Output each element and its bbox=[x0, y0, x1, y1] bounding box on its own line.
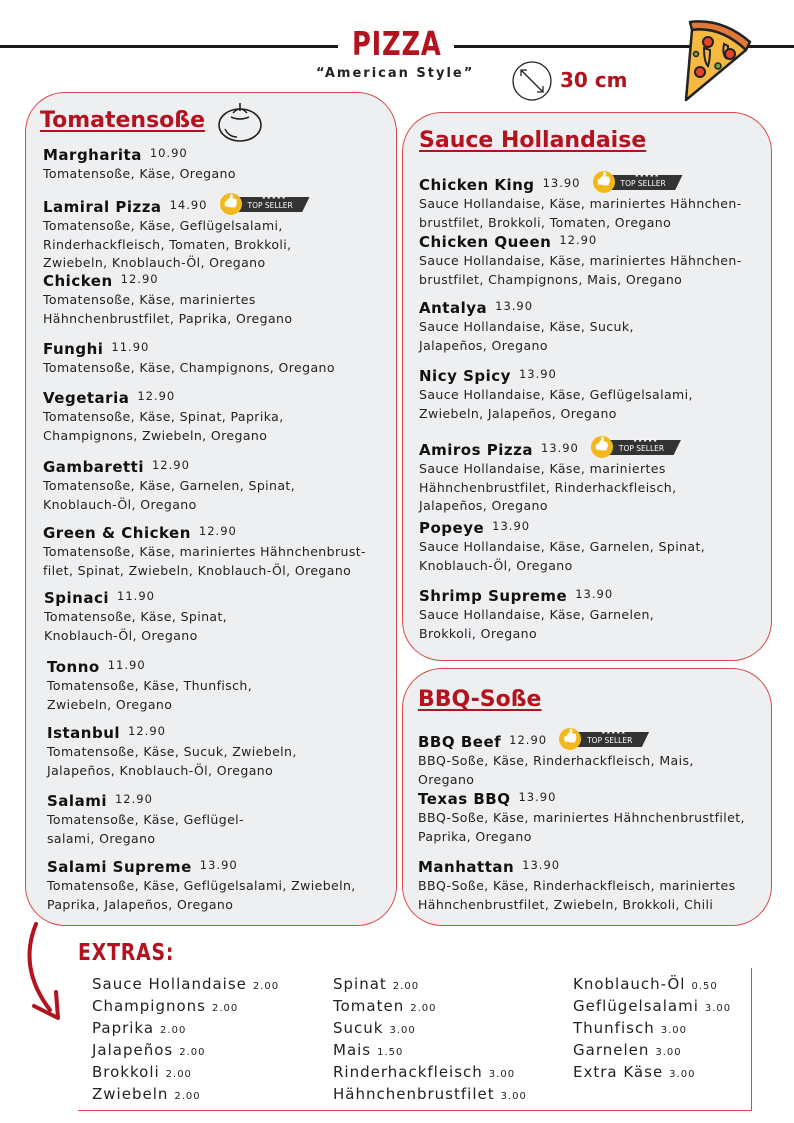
menu-item bbox=[43, 524, 403, 580]
section-title-bbq: BBQ-Soße bbox=[418, 687, 542, 712]
menu-item-name-row bbox=[43, 524, 403, 542]
menu-item bbox=[43, 190, 403, 273]
extra-item bbox=[92, 1063, 279, 1085]
menu-item-price: 12.90 bbox=[151, 458, 190, 472]
menu-item bbox=[418, 725, 778, 789]
menu-item bbox=[43, 340, 403, 378]
description-line: Tomatensoße, Käse, Oregano bbox=[43, 166, 236, 181]
extra-item bbox=[92, 975, 279, 997]
description-line: Zwiebeln, Jalapeños, Oregano bbox=[419, 405, 617, 421]
description-line: Tomatensoße, Käse, Garnelen, Spinat, bbox=[43, 478, 296, 493]
menu-item-price: 11.90 bbox=[117, 589, 155, 603]
menu-item-price: 13.90 bbox=[518, 367, 557, 381]
menu-item-name: Texas BBQ bbox=[418, 790, 511, 808]
menu-item-description bbox=[43, 291, 403, 328]
extra-price: 3.00 bbox=[488, 1069, 516, 1080]
description-line: Knoblauch-Öl, Oregano bbox=[43, 496, 197, 512]
menu-item-description bbox=[47, 677, 407, 714]
description-line: Knoblauch-Öl, Oregano bbox=[44, 627, 198, 643]
extra-name: Mais bbox=[333, 1041, 372, 1059]
extra-item bbox=[92, 1041, 279, 1063]
menu-item-name: Vegetaria bbox=[43, 389, 130, 407]
menu-item-name-row bbox=[43, 272, 403, 290]
description-line: Sauce Hollandaise, Käse, mariniertes Hähnchen- bbox=[419, 196, 742, 211]
menu-item-name: Nicy Spicy bbox=[419, 367, 511, 385]
menu-item-name: Chicken Queen bbox=[419, 233, 552, 251]
extra-name: Zwiebeln bbox=[92, 1085, 169, 1103]
description-line: Tomatensoße, Käse, mariniertes bbox=[43, 292, 256, 307]
menu-item-price: 13.90 bbox=[492, 519, 531, 533]
extra-price: 3.00 bbox=[389, 1025, 416, 1036]
menu-item bbox=[44, 589, 404, 645]
menu-item-price: 13.90 bbox=[522, 858, 561, 872]
page-title: PIZZA bbox=[352, 24, 442, 63]
extra-name: Jalapeños bbox=[92, 1041, 174, 1059]
tomato-icon bbox=[217, 99, 263, 143]
menu-item-price: 12.90 bbox=[114, 792, 153, 806]
menu-item-description bbox=[419, 318, 779, 355]
menu-item-price: 10.90 bbox=[149, 146, 188, 160]
menu-item-name-row bbox=[419, 168, 779, 194]
thumbs-up-icon bbox=[220, 193, 242, 215]
description-line: Sauce Hollandaise, Käse, Geflügelsalami, bbox=[419, 387, 693, 402]
extra-item bbox=[333, 975, 527, 997]
badge-stars: ★★★★★ bbox=[632, 438, 658, 444]
extra-name: Extra Käse bbox=[573, 1063, 664, 1081]
menu-item-price: 11.90 bbox=[111, 340, 150, 354]
description-line: Oregano bbox=[418, 771, 475, 787]
menu-item bbox=[419, 168, 779, 232]
description-line: Champignons, Zwiebeln, Oregano bbox=[43, 427, 268, 443]
menu-item-name-row bbox=[418, 790, 778, 808]
menu-item-price: 13.90 bbox=[542, 176, 581, 190]
extra-price: 2.00 bbox=[392, 981, 420, 992]
extra-price: 2.00 bbox=[212, 1003, 239, 1014]
menu-item-name: Funghi bbox=[43, 340, 104, 358]
extra-item bbox=[333, 1019, 527, 1041]
menu-item-description bbox=[418, 877, 778, 914]
extra-name: Tomaten bbox=[333, 997, 405, 1015]
extra-name: Garnelen bbox=[573, 1041, 650, 1059]
extra-item bbox=[573, 975, 731, 997]
extras-column-2 bbox=[333, 975, 527, 1107]
extra-item bbox=[333, 1085, 527, 1107]
description-line: Sauce Hollandaise, Käse, Garnelen, Spinat, bbox=[419, 539, 706, 554]
menu-item-description bbox=[418, 809, 778, 846]
menu-item-description bbox=[419, 252, 779, 289]
menu-item-name-row bbox=[419, 233, 779, 251]
badge-stars: ★★★★★ bbox=[601, 730, 627, 736]
menu-item-description bbox=[47, 877, 407, 914]
extra-item bbox=[333, 1063, 527, 1085]
section-title-tomato: Tomatensoße bbox=[40, 108, 206, 133]
thumbs-up-icon bbox=[591, 436, 613, 458]
menu-item bbox=[419, 587, 779, 643]
extra-name: Thunfisch bbox=[573, 1019, 655, 1037]
menu-item-price: 13.90 bbox=[540, 441, 579, 455]
extra-item bbox=[333, 1041, 527, 1063]
menu-item-description bbox=[418, 752, 778, 789]
menu-item-description bbox=[44, 608, 404, 645]
description-line: salami, Oregano bbox=[47, 830, 156, 846]
extra-name: Sucuk bbox=[333, 1019, 384, 1037]
description-line: brustfilet, Champignons, Mais, Oregano bbox=[419, 271, 683, 287]
description-line: Hähnchenbrustfilet, Paprika, Oregano bbox=[43, 310, 293, 326]
menu-item-price: 12.90 bbox=[198, 524, 237, 538]
menu-item-price: 13.90 bbox=[199, 858, 238, 872]
menu-item bbox=[419, 433, 779, 516]
extra-price: 0.50 bbox=[691, 981, 718, 992]
menu-item bbox=[419, 299, 779, 355]
description-line: Zwiebeln, Oregano bbox=[47, 696, 173, 712]
menu-item-name-row bbox=[419, 367, 779, 385]
description-line: Jalapeños, Oregano bbox=[419, 498, 548, 513]
extra-price: 3.00 bbox=[660, 1025, 687, 1036]
menu-item bbox=[419, 233, 779, 289]
extra-price: 3.00 bbox=[704, 1003, 732, 1014]
description-line: Sauce Hollandaise, Käse, Garnelen, bbox=[419, 607, 655, 622]
menu-item-description bbox=[47, 743, 407, 780]
extra-price: 2.00 bbox=[252, 981, 280, 992]
menu-item bbox=[43, 272, 403, 328]
extra-item bbox=[573, 1019, 731, 1041]
extra-price: 1.50 bbox=[377, 1047, 404, 1058]
menu-item-description bbox=[43, 543, 403, 580]
description-line: BBQ-Soße, Käse, mariniertes Hähnchenbrustfilet, bbox=[418, 810, 745, 825]
description-line: Tomatensoße, Käse, Geflügelsalami, bbox=[43, 218, 283, 233]
menu-item-name: Amiros Pizza bbox=[419, 441, 533, 459]
menu-item-price: 12.90 bbox=[120, 272, 159, 286]
menu-item-description bbox=[43, 359, 403, 378]
badge-stars: ★★★★★ bbox=[634, 173, 660, 179]
extra-item bbox=[333, 997, 527, 1019]
extra-item bbox=[573, 1041, 731, 1063]
menu-item-name: Istanbul bbox=[47, 724, 121, 742]
menu-item-name-row bbox=[47, 724, 407, 742]
pizza-size: 30 cm bbox=[560, 68, 628, 92]
extra-item bbox=[573, 997, 731, 1019]
menu-item-price: 13.90 bbox=[575, 587, 614, 601]
description-line: Jalapeños, Knoblauch-Öl, Oregano bbox=[47, 762, 274, 778]
menu-item bbox=[47, 724, 407, 780]
extra-name: Rinderhackfleisch bbox=[333, 1063, 483, 1081]
menu-item-name: Tonno bbox=[47, 658, 100, 676]
extra-price: 3.00 bbox=[655, 1047, 682, 1058]
extra-price: 2.00 bbox=[160, 1025, 187, 1036]
description-line: Tomatensoße, Käse, Champignons, Oregano bbox=[43, 360, 335, 375]
menu-item-name: Popeye bbox=[419, 519, 485, 537]
menu-item-name-row bbox=[43, 389, 403, 407]
description-line: Jalapeños, Oregano bbox=[419, 337, 548, 353]
badge-label: TOP SELLER bbox=[587, 736, 633, 745]
extra-name: Champignons bbox=[92, 997, 207, 1015]
top-seller-badge bbox=[559, 728, 649, 750]
menu-item-name-row bbox=[419, 519, 779, 537]
diameter-icon bbox=[511, 60, 553, 102]
menu-item-description bbox=[419, 386, 779, 423]
menu-item-description bbox=[43, 408, 403, 445]
description-line: Knoblauch-Öl, Oregano bbox=[419, 557, 573, 573]
description-line: Sauce Hollandaise, Käse, mariniertes Hähnchen- bbox=[419, 253, 742, 268]
menu-item-price: 12.90 bbox=[559, 233, 598, 247]
menu-item-description bbox=[419, 606, 779, 643]
extra-item bbox=[92, 1019, 279, 1041]
description-line: filet, Spinat, Zwiebeln, Knoblauch-Öl, Oregano bbox=[43, 562, 352, 578]
badge-label: TOP SELLER bbox=[620, 179, 666, 188]
menu-item-name: BBQ Beef bbox=[418, 733, 502, 751]
section-title-hollandaise: Sauce Hollandaise bbox=[419, 128, 647, 153]
extra-name: Paprika bbox=[92, 1019, 155, 1037]
menu-item-name: Manhattan bbox=[418, 858, 515, 876]
page-subtitle: “American Style” bbox=[316, 66, 475, 81]
badge-label: TOP SELLER bbox=[247, 201, 293, 210]
extra-name: Sauce Hollandaise bbox=[92, 975, 247, 993]
menu-item bbox=[47, 792, 407, 848]
menu-item-price: 13.90 bbox=[495, 299, 534, 313]
menu-item bbox=[419, 367, 779, 423]
description-line: BBQ-Soße, Käse, Rinderhackfleisch, mariniertes bbox=[418, 878, 736, 893]
top-seller-badge bbox=[220, 193, 310, 215]
description-line: Tomatensoße, Käse, Spinat, Paprika, bbox=[43, 409, 284, 424]
extra-price: 2.00 bbox=[165, 1069, 192, 1080]
description-line: Paprika, Jalapeños, Oregano bbox=[47, 896, 234, 912]
thumbs-up-icon bbox=[593, 171, 615, 193]
menu-item bbox=[43, 146, 403, 184]
menu-item-name-row bbox=[44, 589, 404, 607]
description-line: Hähnchenbrustfilet, Rinderhackfleisch, bbox=[419, 479, 677, 495]
menu-item-description bbox=[43, 217, 403, 273]
menu-item-description bbox=[419, 538, 779, 575]
menu-item-name-row bbox=[419, 299, 779, 317]
extra-name: Knoblauch-Öl bbox=[573, 975, 686, 993]
description-line: Tomatensoße, Käse, Sucuk, Zwiebeln, bbox=[47, 744, 297, 759]
extra-price: 2.00 bbox=[410, 1003, 437, 1014]
menu-item bbox=[419, 519, 779, 575]
description-line: Zwiebeln, Knoblauch-Öl, Oregano bbox=[43, 255, 266, 270]
menu-item-name: Margharita bbox=[43, 146, 142, 164]
menu-item bbox=[43, 389, 403, 445]
extra-name: Geflügelsalami bbox=[573, 997, 699, 1015]
extra-item bbox=[92, 1085, 279, 1107]
menu-item bbox=[47, 658, 407, 714]
menu-item-price: 12.90 bbox=[128, 724, 166, 738]
menu-item-name: Chicken bbox=[43, 272, 113, 290]
menu-item-name: Antalya bbox=[419, 299, 488, 317]
menu-item-price: 12.90 bbox=[137, 389, 176, 403]
menu-item-price: 13.90 bbox=[518, 790, 557, 804]
menu-item-name: Chicken King bbox=[419, 176, 535, 194]
description-line: brustfilet, Brokkoli, Tomaten, Oregano bbox=[419, 214, 672, 230]
menu-item-description bbox=[43, 165, 403, 184]
description-line: Sauce Hollandaise, Käse, Sucuk, bbox=[419, 319, 634, 334]
menu-item-price: 12.90 bbox=[509, 733, 548, 747]
extra-price: 2.00 bbox=[179, 1047, 206, 1058]
badge-stars: ★★★★★ bbox=[261, 195, 287, 201]
menu-item-price: 14.90 bbox=[169, 198, 208, 212]
extra-price: 2.00 bbox=[174, 1091, 201, 1102]
description-line: Tomatensoße, Käse, mariniertes Hähnchenbrust- bbox=[43, 544, 366, 559]
extra-item bbox=[573, 1063, 731, 1085]
description-line: Tomatensoße, Käse, Spinat, bbox=[44, 609, 228, 624]
menu-item-price: 11.90 bbox=[107, 658, 146, 672]
pizza-slice-icon bbox=[664, 14, 756, 104]
menu-item bbox=[418, 790, 778, 846]
top-seller-badge bbox=[593, 171, 683, 193]
menu-item bbox=[418, 858, 778, 914]
menu-item-name-row bbox=[47, 792, 407, 810]
header-rule-left bbox=[0, 45, 338, 48]
extra-price: 3.00 bbox=[500, 1091, 527, 1102]
menu-item-name-row bbox=[419, 433, 779, 459]
extra-item bbox=[92, 997, 279, 1019]
description-line: Tomatensoße, Käse, Thunfisch, bbox=[47, 678, 253, 693]
menu-item-name-row bbox=[43, 146, 403, 164]
menu-item-name-row bbox=[47, 858, 407, 876]
menu-item-name-row bbox=[418, 858, 778, 876]
menu-item-name-row bbox=[43, 340, 403, 358]
menu-item-name: Shrimp Supreme bbox=[419, 587, 568, 605]
extra-name: Spinat bbox=[333, 975, 387, 993]
menu-item-name: Gambaretti bbox=[43, 458, 144, 476]
menu-item-name-row bbox=[43, 190, 403, 216]
menu-item-description bbox=[47, 811, 407, 848]
menu-item-name: Salami Supreme bbox=[47, 858, 192, 876]
menu-item-name-row bbox=[419, 587, 779, 605]
extras-title: EXTRAS: bbox=[78, 940, 175, 966]
menu-item-description bbox=[419, 460, 779, 516]
top-seller-badge bbox=[591, 436, 681, 458]
curved-arrow-icon bbox=[14, 918, 76, 1030]
badge-label: TOP SELLER bbox=[618, 444, 665, 453]
description-line: Tomatensoße, Käse, Geflügelsalami, Zwiebeln, bbox=[47, 878, 356, 893]
extras-column-3 bbox=[573, 975, 731, 1085]
thumbs-up-icon bbox=[559, 728, 581, 750]
description-line: Paprika, Oregano bbox=[418, 828, 532, 844]
menu-item-name-row bbox=[47, 658, 407, 676]
menu-item-description bbox=[43, 477, 403, 514]
description-line: Tomatensoße, Käse, Geflügel- bbox=[47, 812, 244, 827]
menu-item-name: Lamiral Pizza bbox=[43, 198, 162, 216]
extra-name: Hähnchenbrustfilet bbox=[333, 1085, 495, 1103]
description-line: Rinderhackfleisch, Tomaten, Brokkoli, bbox=[43, 236, 292, 252]
description-line: Brokkoli, Oregano bbox=[419, 625, 538, 641]
description-line: Hähnchenbrustfilet, Zwiebeln, Brokkoli, Chili bbox=[418, 896, 714, 912]
menu-item-name-row bbox=[43, 458, 403, 476]
extra-name: Brokkoli bbox=[92, 1063, 160, 1081]
menu-item bbox=[43, 458, 403, 514]
menu-item-name: Spinaci bbox=[44, 589, 110, 607]
extras-column-1 bbox=[92, 975, 279, 1107]
description-line: Sauce Hollandaise, Käse, mariniertes bbox=[419, 461, 666, 476]
menu-item-name: Salami bbox=[47, 792, 107, 810]
description-line: BBQ-Soße, Käse, Rinderhackfleisch, Mais, bbox=[418, 753, 694, 768]
menu-item bbox=[47, 858, 407, 914]
menu-item-name-row bbox=[418, 725, 778, 751]
extra-price: 3.00 bbox=[669, 1069, 696, 1080]
menu-item-name: Green & Chicken bbox=[43, 524, 191, 542]
menu-item-description bbox=[419, 195, 779, 232]
